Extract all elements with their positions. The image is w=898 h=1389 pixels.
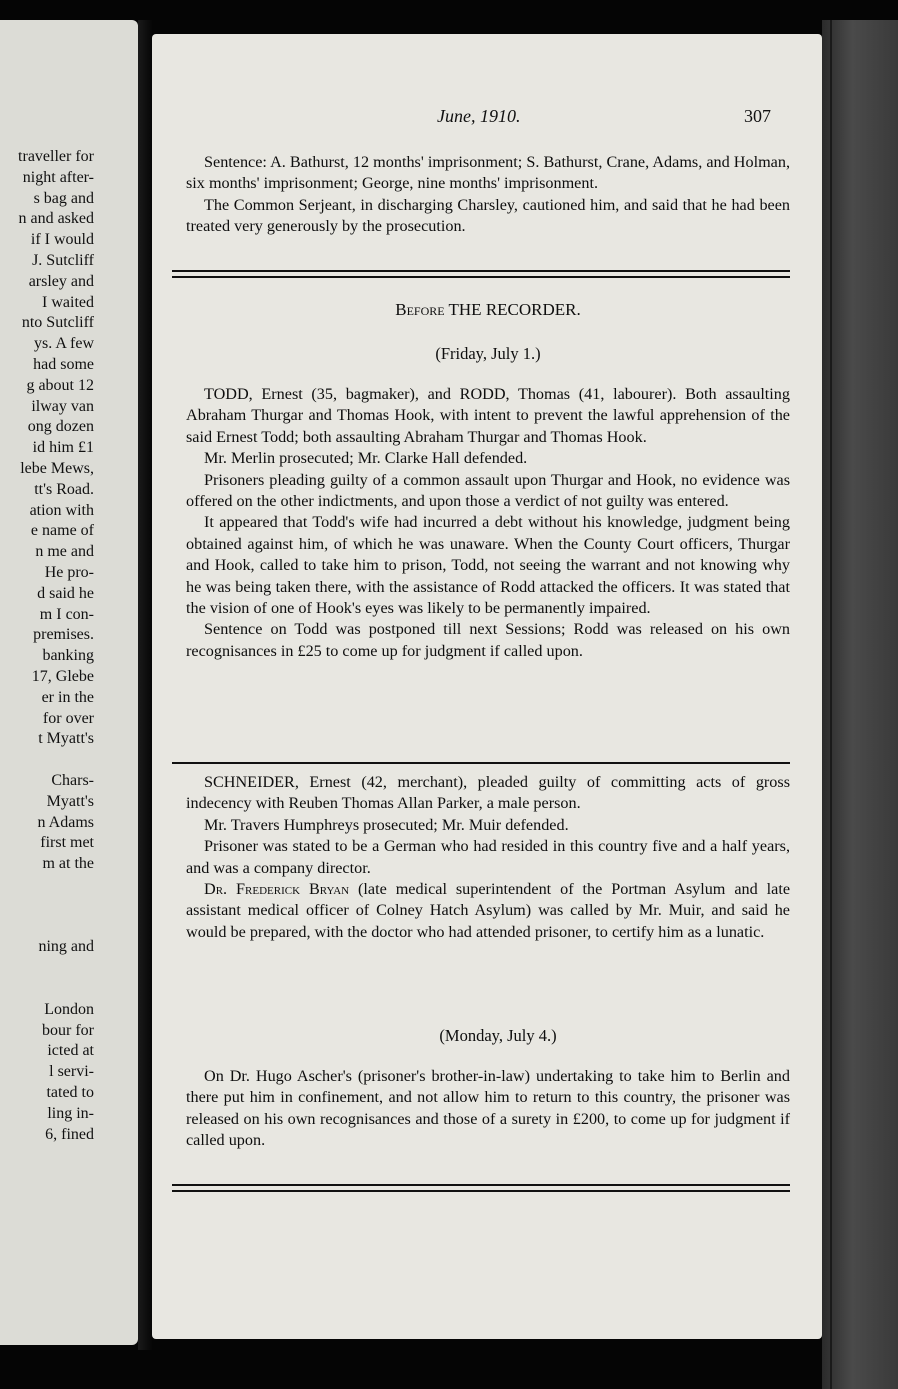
sentence-paragraph: Sentence: A. Bathurst, 12 months' imprisonment; S. Bathurst, Crane, Adams, and Holman, six months' imprisonment; George, nine months' imprisonment. bbox=[186, 153, 790, 193]
left-page-line: s bag and bbox=[33, 189, 94, 207]
ascher-paragraph: On Dr. Hugo Ascher's (prisoner's brother-in-law) undertaking to take him to Berlin and there put him in confinement, and not allow him to return to this country, the prisoner was released on his own recognisances and those of a surety in £200, to come up for judgment if called upon. bbox=[186, 1067, 790, 1150]
schneider-plea: SCHNEIDER, Ernest (42, merchant), pleaded guilty of committing acts of gross indecency with Reuben Thomas Allan Parker, a male person. bbox=[186, 773, 790, 813]
left-page-line: e name of bbox=[30, 522, 94, 540]
left-page-line: l servi- bbox=[49, 1063, 94, 1081]
left-page-line: ong dozen bbox=[27, 418, 94, 436]
left-page-line: nto Sutcliff bbox=[21, 314, 94, 332]
left-page-line: n and asked bbox=[18, 210, 94, 228]
bryan-text: (late medical superintendent of the Portman Asylum and late assistant medical officer of Colney Hatch Asylum) was called by Mr. Muir, and said he would be prepared, with the doctor who had attended prisoner, to certify him as a lunatic. bbox=[186, 880, 791, 941]
todd-counsel: Mr. Merlin prosecuted; Mr. Clarke Hall defended. bbox=[204, 449, 528, 468]
schneider-counsel: Mr. Travers Humphreys prosecuted; Mr. Muir defended. bbox=[204, 815, 569, 834]
running-header bbox=[152, 106, 822, 134]
left-page-line: night after- bbox=[22, 168, 94, 186]
section-heading bbox=[186, 300, 790, 320]
end-divider-bottom bbox=[172, 1190, 790, 1192]
left-page-line: n Adams bbox=[37, 813, 94, 831]
top-paragraphs bbox=[186, 152, 790, 238]
left-page-line: ling in- bbox=[47, 1104, 94, 1122]
left-page-line: n me and bbox=[35, 543, 94, 561]
left-page-line: id him £1 bbox=[32, 439, 94, 457]
heading-recorder: THE RECORDER. bbox=[444, 300, 581, 319]
date-monday: (Monday, July 4.) bbox=[439, 1026, 557, 1045]
left-page-line: for over bbox=[42, 709, 94, 727]
schneider-background: Prisoner was stated to be a German who had resided in this country five and a half years, and was a company director. bbox=[186, 837, 790, 877]
left-page-line: ys. A few bbox=[34, 335, 94, 353]
page-number: 307 bbox=[744, 106, 771, 126]
final-section bbox=[186, 1066, 790, 1152]
left-page-line: ilway van bbox=[31, 397, 94, 415]
left-page-line: London bbox=[44, 1000, 94, 1018]
left-page-line: Myatt's bbox=[46, 792, 94, 810]
left-page-line: tt's Road. bbox=[34, 480, 94, 498]
todd-indictment: TODD, Ernest (35, bagmaker), and RODD, Thomas (41, labourer). Both assaulting Abraham Thurgar and Thomas Hook, with intent to prevent the lawful apprehension of the said Ernest Todd; both assaulting Abraham Thurgar and Thomas Hook. bbox=[186, 385, 790, 446]
header-date: June, 1910. bbox=[437, 106, 521, 126]
right-page bbox=[152, 34, 822, 1339]
left-page-line: traveller for bbox=[18, 148, 94, 165]
left-page-line: ation with bbox=[29, 501, 94, 519]
todd-case bbox=[186, 384, 790, 662]
left-page-line: m at the bbox=[42, 855, 94, 873]
left-page-line: t Myatt's bbox=[38, 730, 94, 748]
left-page-line: 6, fined bbox=[45, 1125, 94, 1143]
left-page-line: had some bbox=[33, 356, 94, 373]
left-page-line: g about 12 bbox=[26, 376, 94, 394]
schneider-case bbox=[186, 772, 790, 943]
left-page-line: if I would bbox=[30, 231, 94, 249]
common-serjeant-paragraph: The Common Serjeant, in discharging Charsley, cautioned him, and said that he had been treated very generously by the prosecution. bbox=[186, 195, 790, 236]
left-page-line: I waited bbox=[42, 293, 94, 311]
left-page-line: 17, Glebe bbox=[31, 668, 94, 685]
left-page-line: d said he bbox=[37, 584, 94, 602]
section-divider-bottom bbox=[172, 276, 790, 278]
left-page-line: ning and bbox=[38, 938, 94, 956]
left-page-line: arsley and bbox=[28, 272, 94, 290]
book-page-edge bbox=[822, 20, 898, 1389]
left-page-line: first met bbox=[40, 834, 94, 852]
todd-sentence: Sentence on Todd was postponed till next Sessions; Rodd was released on his own recognisances in £25 to come up for judgment if called upon. bbox=[186, 620, 790, 660]
left-page-line: icted at bbox=[47, 1042, 94, 1060]
left-facing-page bbox=[0, 20, 138, 1345]
heading-before: Before bbox=[395, 300, 445, 319]
left-page-line: Chars- bbox=[51, 772, 94, 789]
left-page-line: bour for bbox=[42, 1021, 94, 1039]
date-friday: (Friday, July 1.) bbox=[435, 344, 541, 363]
left-page-line: er in the bbox=[41, 688, 94, 706]
left-page-line: m I con- bbox=[39, 605, 94, 623]
end-divider-top bbox=[172, 1184, 790, 1186]
left-page-line: tated to bbox=[46, 1084, 94, 1101]
section-divider-top bbox=[172, 270, 790, 272]
todd-facts: It appeared that Todd's wife had incurred a debt without his knowledge, judgment being obtained against him, of which he was unaware. When the County Court officers, Thurgar and Hook, called to take him to prison, Todd, not seeing the warrant and not knowing why he was being taken there, with the assistance of Rodd attacked the officers. It was stated that the vision of one of Hook's eyes was likely to be permanently impaired. bbox=[186, 513, 790, 618]
left-page-line: J. Sutcliff bbox=[32, 252, 94, 269]
todd-plea: Prisoners pleading guilty of a common assault upon Thurgar and Hook, no evidence was offered on the other indictments, and upon those a verdict of not guilty was entered. bbox=[186, 470, 790, 511]
left-page-line: premises. bbox=[33, 626, 94, 644]
case-divider bbox=[172, 762, 790, 764]
left-page-line: lebe Mews, bbox=[20, 460, 94, 477]
left-page-line: He pro- bbox=[44, 564, 94, 581]
bryan-paragraph bbox=[186, 879, 790, 943]
bryan-name: Dr. Frederick Bryan bbox=[204, 880, 350, 899]
left-page-line: banking bbox=[42, 647, 94, 665]
book-gutter bbox=[138, 20, 152, 1350]
